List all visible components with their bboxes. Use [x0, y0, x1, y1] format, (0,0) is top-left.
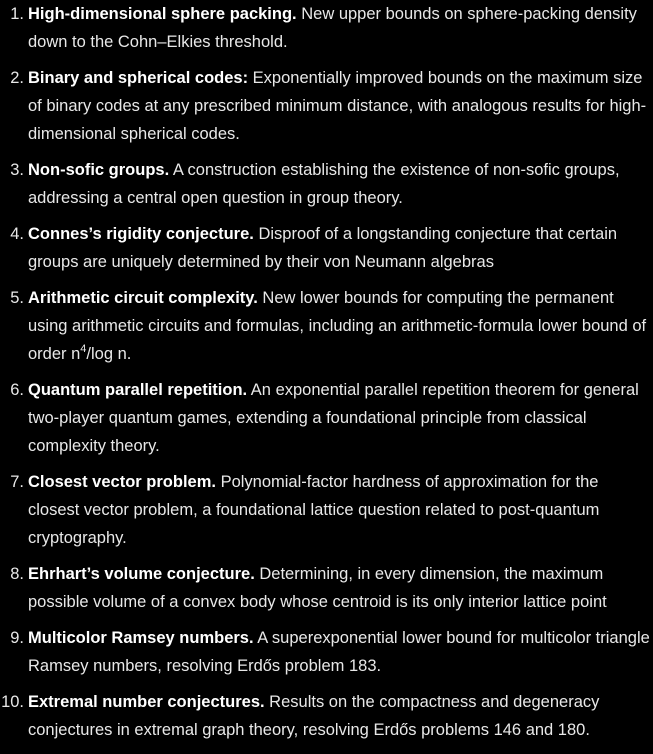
superscript: 4 [80, 343, 87, 355]
item-title: Multicolor Ramsey numbers. [28, 629, 254, 647]
list-item [0, 376, 653, 460]
item-text-after: /log n. [86, 345, 132, 363]
item-title: Connes’s rigidity conjecture. [28, 225, 254, 243]
item-number: 9. [10, 629, 24, 647]
item-number: 4. [10, 225, 24, 243]
list-item [0, 64, 653, 148]
item-title: Extremal number conjectures. [28, 693, 265, 711]
item-title: Closest vector problem. [28, 473, 216, 491]
item-text: Disproof of a longstanding conjecture that certain groups are uniquely determined by their von Neumann algebras [28, 225, 618, 271]
item-text: New lower bounds for computing the permanent using arithmetic circuits and formulas, including an arithmetic-formula lower bound of order n [28, 289, 647, 363]
list-item [0, 624, 653, 680]
item-text: A superexponential lower bound for multicolor triangle Ramsey numbers, resolving Erdős problem 183. [28, 629, 650, 675]
item-number: 2. [10, 69, 24, 87]
item-number: 5. [10, 289, 24, 307]
list-item [0, 284, 653, 368]
item-number: 6. [10, 381, 24, 399]
item-title: Quantum parallel repetition. [28, 381, 248, 399]
item-number: 10. [1, 693, 24, 711]
item-text: A construction establishing the existence of non-sofic groups, addressing a central open question in group theory. [28, 161, 620, 207]
item-number: 7. [10, 473, 24, 491]
item-text: Determining, in every dimension, the maximum possible volume of a convex body whose centroid is its only interior lattice point [28, 565, 607, 611]
item-title: Binary and spherical codes: [28, 69, 249, 87]
item-text: An exponential parallel repetition theorem for general two-player quantum games, extending a foundational principle from classical complexity theory. [28, 381, 639, 455]
list-item [0, 220, 653, 276]
item-title: Ehrhart’s volume conjecture. [28, 565, 255, 583]
item-text: Exponentially improved bounds on the maximum size of binary codes at any prescribed minimum distance, with analogous results for high-dimensional spherical codes. [28, 69, 647, 143]
item-text: Results on the compactness and degeneracy conjectures in extremal graph theory, resolving Erdős problems 146 and 180. [28, 693, 600, 739]
item-number: 3. [10, 161, 24, 179]
item-number: 1. [10, 5, 24, 23]
list-item [0, 688, 653, 744]
item-text: Polynomial-factor hardness of approximation for the closest vector problem, a foundational lattice question related to post-quantum cryptography. [28, 473, 600, 547]
item-title: Arithmetic circuit complexity. [28, 289, 258, 307]
list-item [0, 560, 653, 616]
list-item [0, 0, 653, 56]
list-item [0, 156, 653, 212]
item-title: Non-sofic groups. [28, 161, 170, 179]
item-number: 8. [10, 565, 24, 583]
item-text: New upper bounds on sphere-packing density down to the Cohn–Elkies threshold. [28, 5, 637, 51]
list-item [0, 468, 653, 552]
item-title: High-dimensional sphere packing. [28, 5, 297, 23]
